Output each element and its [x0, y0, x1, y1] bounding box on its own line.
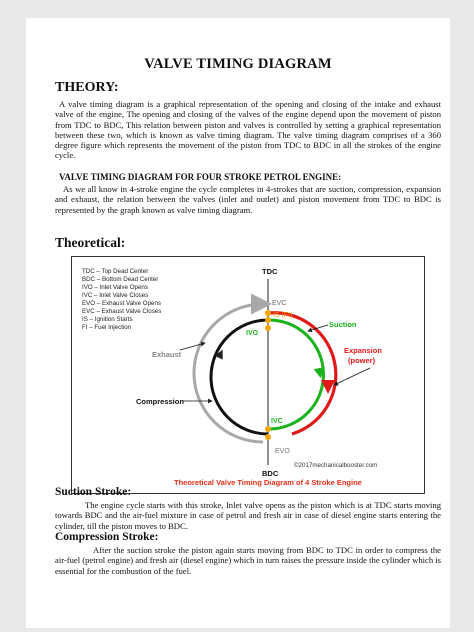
- legend-item: IVC – Inlet Valve Closes: [82, 292, 149, 299]
- exhaust-pointer: [180, 343, 205, 350]
- legend-item: EVC – Exhaust Valve Closes: [82, 308, 162, 315]
- theory-paragraph: A valve timing diagram is a graphical representation of the opening and closing of the intake and exhaust valve of the engine, The opening and closing of the valves of the engine depend upon the movement of piston from TDC to BDC, This relation between piston and valves is controlled by setting a graphical representation between these two, which is known as valve timing diagram. The valve timing diagram comprises of a 360 degree figure which represents the movement of the piston from TDC to BDC in all the strokes of the engine cycle.: [55, 99, 441, 161]
- four-stroke-subheading: VALVE TIMING DIAGRAM FOR FOUR STROKE PETROL ENGINE:: [59, 172, 342, 182]
- legend-item: EVO – Exhaust Valve Opens: [82, 300, 161, 307]
- document-title: VALVE TIMING DIAGRAM: [144, 56, 332, 72]
- tdc-label: TDC: [262, 267, 278, 276]
- copyright-text: ©2017mechanicalbooster.com: [294, 462, 378, 469]
- legend-item: FI – Fuel Injection: [82, 324, 132, 331]
- ivo-marker: [265, 325, 271, 331]
- suction-label: Suction: [329, 320, 357, 329]
- ivc-label: IVC: [271, 418, 283, 425]
- theory-heading: THEORY:: [55, 80, 119, 95]
- exhaust-label: Exhaust: [152, 350, 182, 359]
- compression-arc: [211, 320, 268, 434]
- is-fi-marker: [265, 317, 271, 323]
- compression-direction-arrow: [220, 351, 222, 355]
- compression-stroke-heading: Compression Stroke:: [55, 531, 159, 543]
- evc-label: EVC: [272, 300, 287, 307]
- expansion-pointer: [334, 368, 370, 385]
- four-stroke-paragraph: As we all know in 4-stroke engine the cycle completes in 4-strokes that are suction, compression, expansion and exhaust, the relation between the valves (inlet and outlet) and piston movement from TDC to BDC is represented by the graph known as valve timing diagram.: [55, 184, 441, 215]
- document-page: [26, 18, 450, 628]
- suction-direction-arrow: [319, 369, 320, 374]
- suction-stroke-paragraph: The engine cycle starts with this stroke, Inlet valve opens as the piston which is at TDC starts moving towards BDC and the air-fuel mixture in case of petrol and fresh air in case of diesel engine starts entering the cylinder, till the piston moves to BDC.: [55, 500, 441, 531]
- theoretical-heading: Theoretical:: [55, 235, 126, 250]
- compression-stroke-paragraph: After the suction stroke the piston again starts moving from BDC to TDC in order to compress the air-fuel (petrol engine) and fresh air (diesel engine) which in turn raises the pressure inside the cylinder which is essential for the combustion of the fuel.: [55, 545, 441, 576]
- evo-label: EVO: [275, 448, 290, 455]
- valve-timing-figure: [71, 256, 425, 494]
- expansion-label: Expansion: [344, 346, 382, 355]
- evo-marker: [265, 434, 271, 440]
- exhaust-arc: [194, 304, 263, 442]
- compression-label: Compression: [136, 397, 184, 406]
- suction-stroke-heading: Suction Stroke:: [55, 486, 132, 498]
- evc-marker: [265, 310, 271, 316]
- ivc-marker: [265, 426, 271, 432]
- legend-item: IVO – Inlet Valve Opens: [82, 284, 148, 291]
- legend-item: BDC – Bottom Dead Center: [82, 276, 159, 283]
- valve-timing-diagram: [72, 257, 424, 493]
- figure-legend: [82, 268, 161, 331]
- is-fi-label: IS (FI): [273, 312, 293, 319]
- figure-caption: Theoretical Valve Timing Diagram of 4 Stroke Engine: [174, 478, 362, 487]
- legend-item: IS – Ignition Starts: [82, 316, 133, 323]
- legend-item: TDC – Top Dead Center: [82, 268, 149, 275]
- ivo-label: IVO: [246, 330, 259, 337]
- power-label: (power): [348, 356, 376, 365]
- bdc-label: BDC: [262, 469, 279, 478]
- suction-arc: [268, 320, 323, 429]
